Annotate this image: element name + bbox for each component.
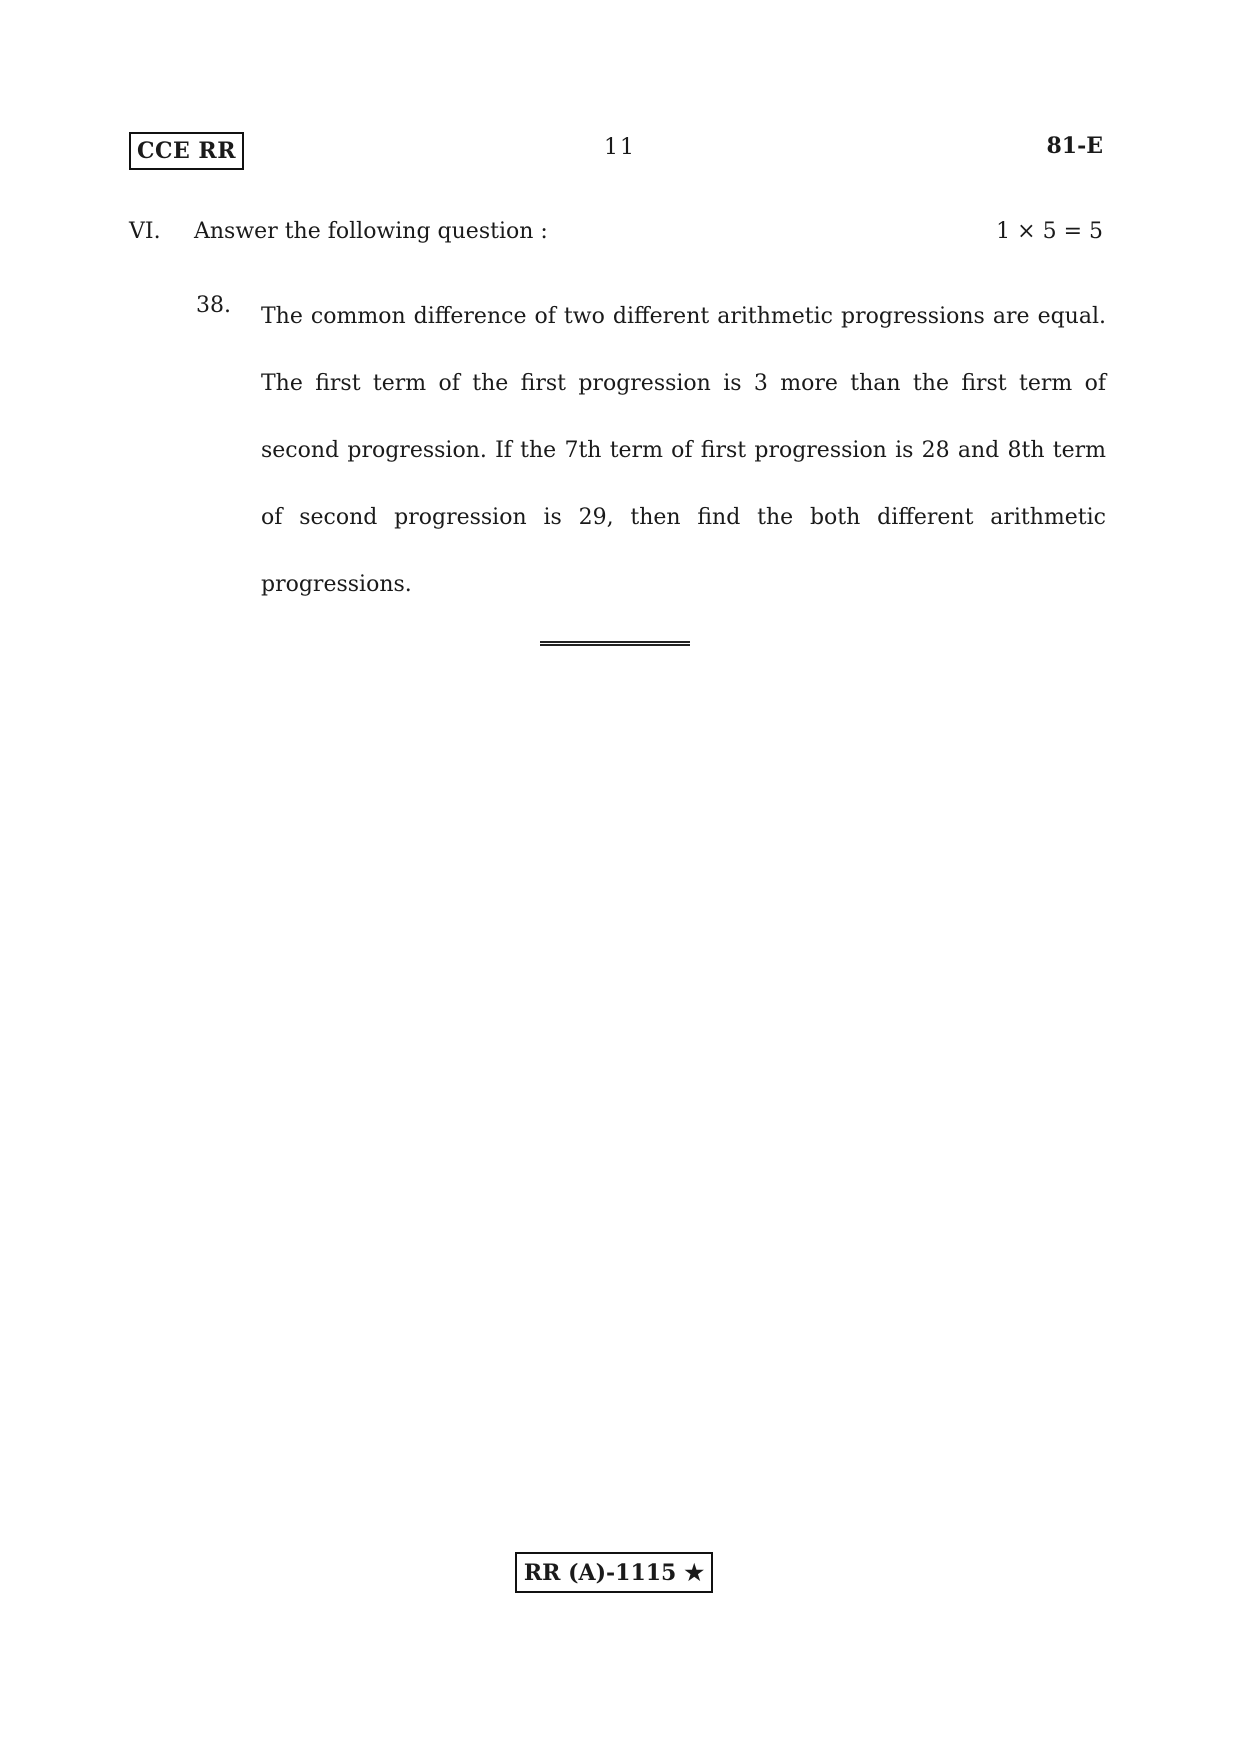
- footer-code: RR (A)-1115: [523, 1559, 677, 1586]
- section-instruction: Answer the following question :: [194, 219, 548, 244]
- section-marks: 1 × 5 = 5: [996, 219, 1103, 244]
- paper-code: 81-E: [1046, 133, 1103, 159]
- exam-code: CCE RR: [136, 138, 236, 164]
- section-numeral: VI.: [129, 219, 161, 244]
- question-text: The common difference of two different arithmetic progressions are equal. The first term of the first progression is 3 more than the first term of second progression. If the 7th term of first progression is 28 and 8th term of second progression is 29, then find the both different arithmetic progressions.: [261, 304, 1106, 597]
- exam-code-box: [129, 132, 244, 170]
- star-icon: ★: [684, 1559, 705, 1586]
- page-number: 11: [604, 135, 636, 160]
- section-header: [129, 219, 1103, 249]
- footer-code-box: [515, 1552, 713, 1593]
- question-number: 38.: [196, 293, 231, 318]
- end-of-paper-rule: [540, 641, 690, 646]
